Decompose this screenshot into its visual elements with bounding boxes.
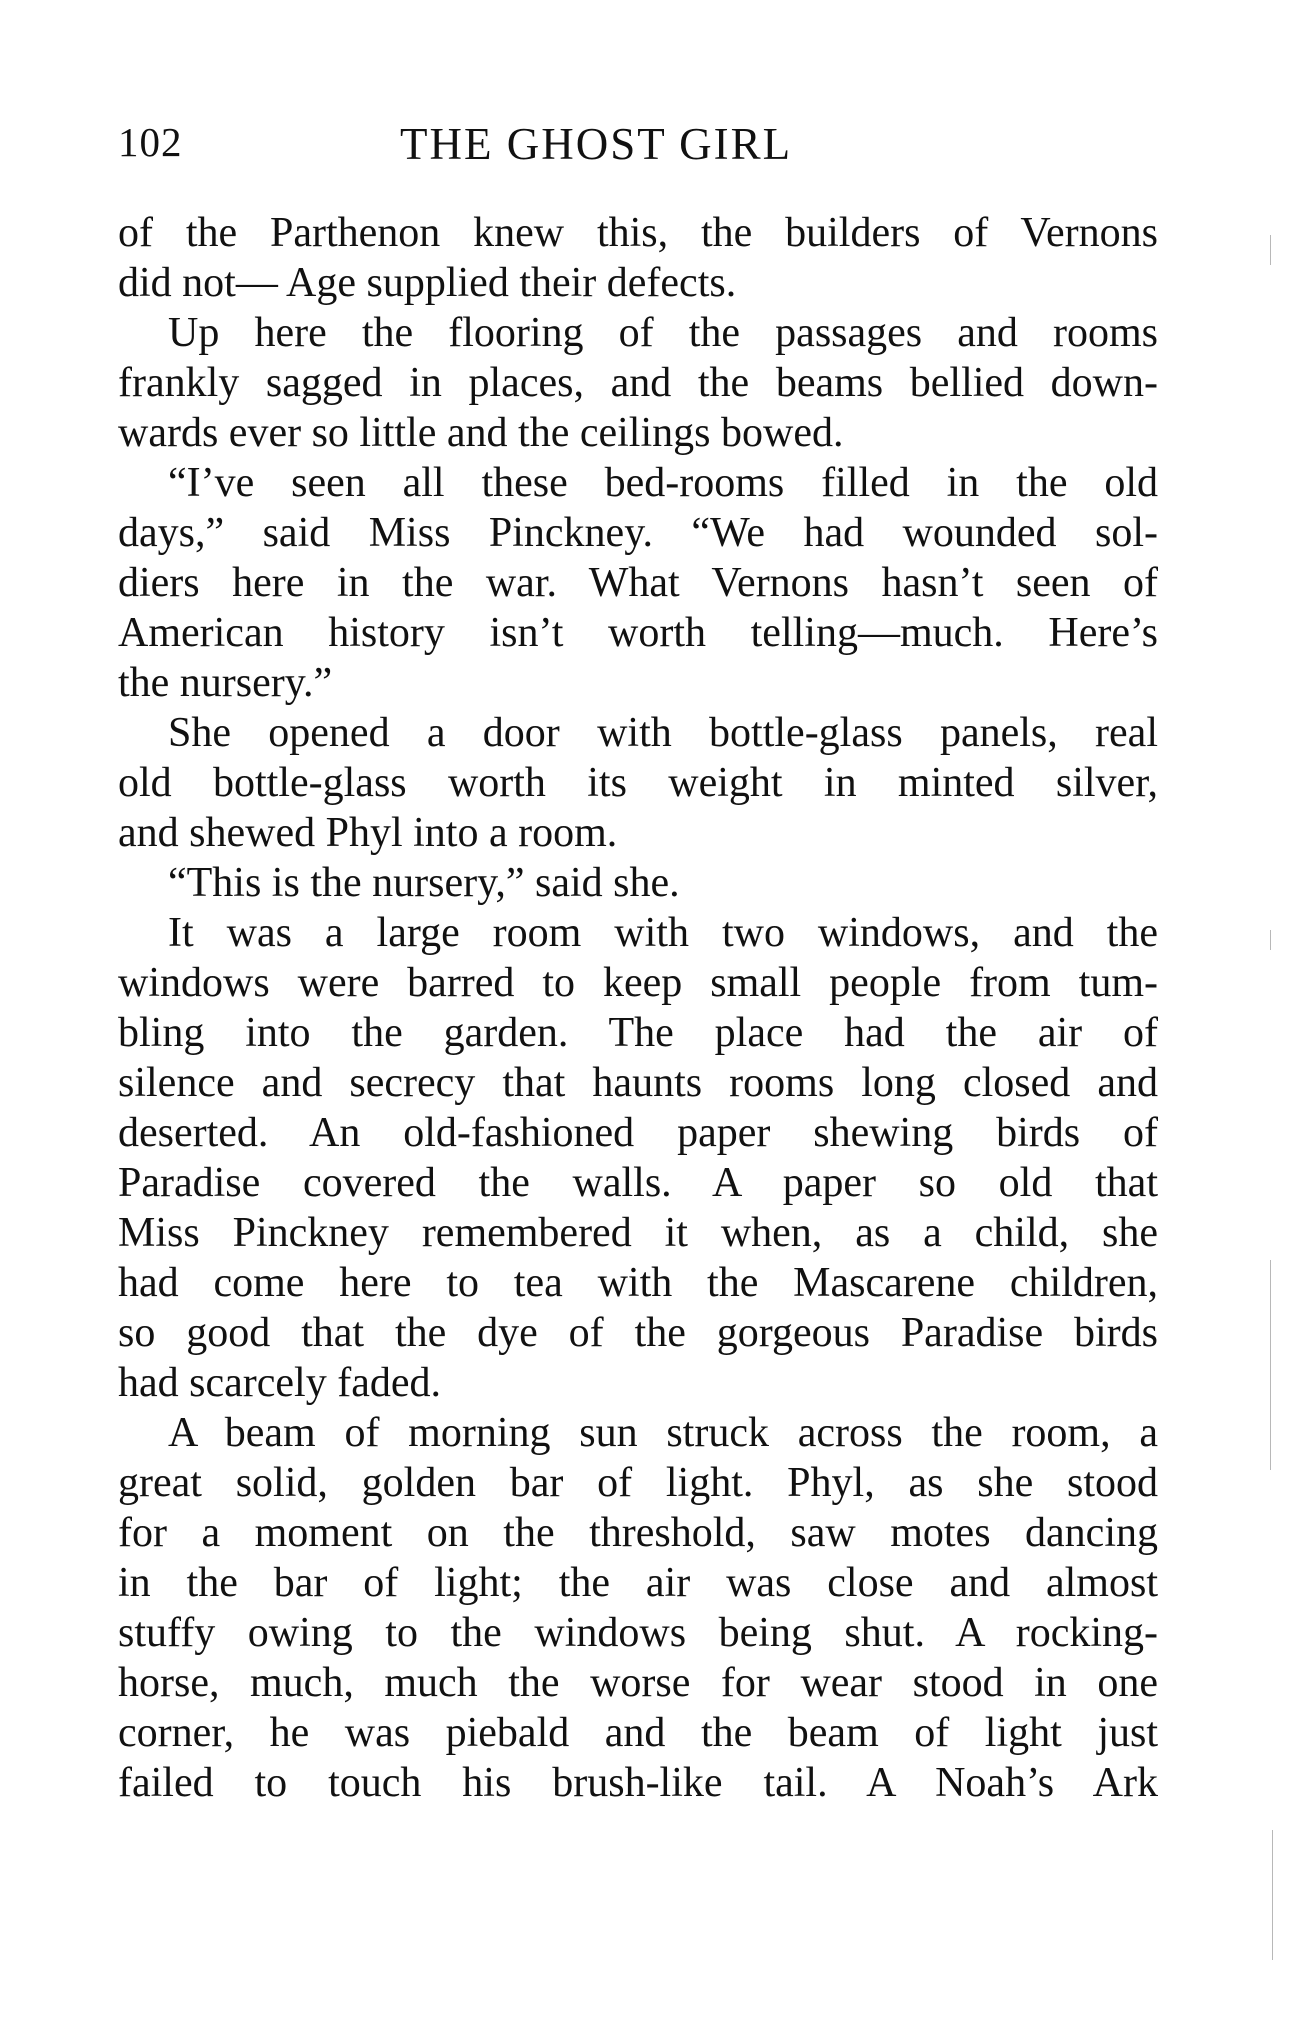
text-line: great solid, golden bar of light. Phyl, as she stood <box>118 1460 1158 1506</box>
scan-artifact <box>1270 930 1271 950</box>
running-head <box>118 118 1158 178</box>
text-line: had come here to tea with the Mascarene children, <box>118 1260 1158 1306</box>
text-line: bling into the garden. The place had the air of <box>118 1010 1158 1056</box>
text-line: frankly sagged in places, and the beams bellied down- <box>118 360 1158 406</box>
text-line: windows were barred to keep small people from tum- <box>118 960 1158 1006</box>
text-line: wards ever so little and the ceilings bowed. <box>118 410 844 456</box>
text-line: old bottle-glass worth its weight in minted silver, <box>118 760 1158 806</box>
text-line: stuffy owing to the windows being shut. A rocking- <box>118 1610 1158 1656</box>
text-line: for a moment on the threshold, saw motes dancing <box>118 1510 1158 1556</box>
text-line: diers here in the war. What Vernons hasn’t seen of <box>118 560 1158 606</box>
text-line: It was a large room with two windows, and the <box>168 910 1158 956</box>
text-line: silence and secrecy that haunts rooms long closed and <box>118 1060 1158 1106</box>
text-line: the nursery.” <box>118 660 333 706</box>
text-line: “I’ve seen all these bed-rooms filled in the old <box>168 460 1158 506</box>
text-line: deserted. An old-fashioned paper shewing birds of <box>118 1110 1158 1156</box>
text-line: American history isn’t worth telling—much. Here’s <box>118 610 1158 656</box>
scan-artifact <box>1270 235 1271 265</box>
text-line: Miss Pinckney remembered it when, as a child, she <box>118 1210 1158 1256</box>
text-line: days,” said Miss Pinckney. “We had wounded sol- <box>118 510 1158 556</box>
text-line: Paradise covered the walls. A paper so old that <box>118 1160 1158 1206</box>
text-line: so good that the dye of the gorgeous Paradise birds <box>118 1310 1158 1356</box>
text-line: She opened a door with bottle-glass panels, real <box>168 710 1158 756</box>
text-line: and shewed Phyl into a room. <box>118 810 618 856</box>
text-line: failed to touch his brush-like tail. A Noah’s Ark <box>118 1760 1158 1806</box>
text-line: of the Parthenon knew this, the builders of Vernons <box>118 210 1158 256</box>
scan-artifact <box>1270 1260 1271 1470</box>
text-line: in the bar of light; the air was close and almost <box>118 1560 1158 1606</box>
body-text <box>118 208 1158 1808</box>
text-line: A beam of morning sun struck across the room, a <box>168 1410 1158 1456</box>
text-line: corner, he was piebald and the beam of light just <box>118 1710 1158 1756</box>
text-line: Up here the flooring of the passages and rooms <box>168 310 1158 356</box>
running-title: THE GHOST GIRL <box>400 119 793 169</box>
scan-artifact <box>1272 1830 1273 1960</box>
text-line: had scarcely faded. <box>118 1360 441 1406</box>
page-number: 102 <box>118 119 183 165</box>
text-line: horse, much, much the worse for wear stood in one <box>118 1660 1158 1706</box>
text-line: “This is the nursery,” said she. <box>168 860 680 906</box>
text-line: did not— Age supplied their defects. <box>118 260 737 306</box>
